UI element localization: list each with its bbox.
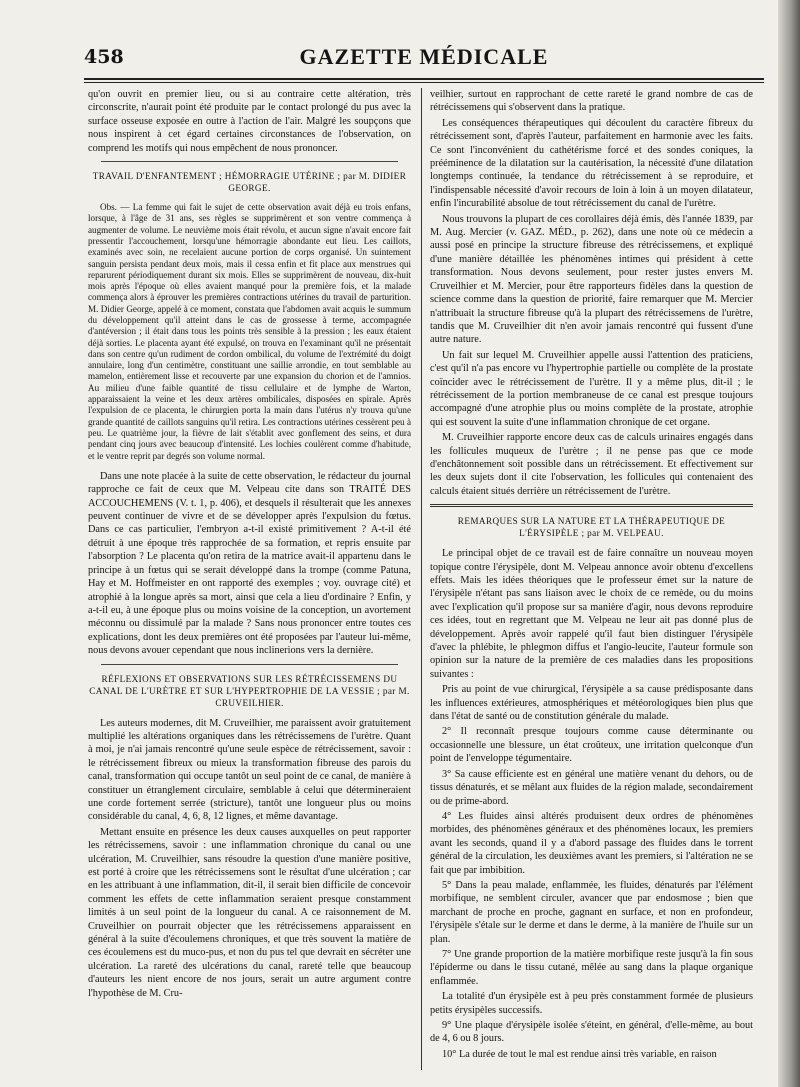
paragraph: 2° Il reconnaît presque toujours comme cause déterminante ou occasionnelle une blessure, un état croûteux, une irritation quelconque d'un point de l'enveloppe tégumentaire. <box>430 726 753 765</box>
page-edge-shadow <box>778 0 800 1087</box>
paragraph: 10° La durée de tout le mal est rendue ainsi très variable, en raison <box>442 1048 717 1060</box>
right-column <box>430 88 753 1078</box>
section-title: RÉFLEXIONS ET OBSERVATIONS SUR LES RÉTRÉCISSEMENS DU CANAL DE L'URÈTRE ET SUR L'HYPERTROPHIE DE LA VESSIE ; par M. CRUVEILHIER. <box>89 673 410 708</box>
running-header <box>84 42 764 72</box>
observation-text: Obs. — La femme qui fait le sujet de cette observation avait déjà eu trois enfans, lorsque, à l'âge de 31 ans, ses règles se supprimèrent et son ventre commença à augmenter de volume. Le neuvième mois était révolu, et aucun signe n'avait encore fait pressentir l'accouchement, lorsqu'une hémorragie abondante eut lieu. Les caillots, examinés avec soin, ne recelaient aucune portion de corps organisé. Un suintement sanguin persista pendant deux mois, mais il cessa enfin et fit place aux menstrues qui reparurent périodiquement durant six mois. Elles se supprimèrent de nouveau, dix-huit mois après l'époque où elles avaient manqué pour la première fois, et la malade commença alors à éprouver les premières contractions utérines du travail de parturition. M. Didier George, appelé à ce moment, constata que l'abdomen avait acquis le summum du développement qu'il atteint dans le cas de grossesse à terme, accompagnée d'antéversion ; il était dans tous les points très sensible à la pression ; les eaux étaient déjà sorties. Le placenta ayant été expulsé, on trouva en l'examinant qu'il ne présentait dans son centre qu'un rudiment de cordon ombilical, du volume de l'extrémité du doigt annulaire, long d'un centimètre, constituant une saillie arrondie, en tout semblable au mamelon, entièrement lisse et recouverte par une expansion du chorion et de l'amnios. Au milieu d'une faible quantité de tissu cellulaire et de lymphe de Warton, apparaissaient la veine et les deux artères ombilicales, disposées en spirale. Après l'expulsion de ce placenta, le chirurgien porta la main dans l'utérus n'y trouva qu'une grande quantité de caillots sanguins qu'il retira. Les contractions utérines cessèrent peu à peu. Le quatrième jour, la fièvre de lait s'établit avec gonflement des seins, et dura pendant cinq jours avec beaucoup d'intensité. Les lochies coulèrent comme d'habitude, et le ventre reprit par degrés son volume normal. <box>88 202 411 461</box>
paragraph: Pris au point de vue chirurgical, l'érysipèle a sa cause prédisposante dans les influences extérieures, atmosphériques et météorologiques bien plus que dans l'état de santé ou de constitution générale du malade. <box>430 684 753 723</box>
paragraph: 9° Une plaque d'érysipèle isolée s'éteint, en général, d'elle-même, au bout de 4, 6 ou 8 jours. <box>430 1020 753 1045</box>
paragraph: veilhier, surtout en rapprochant de cette rareté le grand nombre de cas de rétrécissemens qui s'observent dans la pratique. <box>430 89 753 114</box>
paragraph: M. Cruveilhier rapporte encore deux cas de calculs urinaires engagés dans les follicules muqueux de l'urètre ; il ne pense pas que ce mode d'enchâtonnement soit possible dans un rétrécissement. Et effectivement sur les deux sujets dont il cite l'observation, les follicules qui contenaient des calculs étaient situés derrière un rétrécissement de l'urètre. <box>430 432 753 497</box>
paragraph: 4° Les fluides ainsi altérés produisent deux ordres de phénomènes morbides, des phénomènes généraux et des phénomènes locaux, les premiers avant les seconds, quand il y a d'abord passage des fluides dans le torrent général de la circulation, les deuxièmes avant les premiers, si l'altération ne se fait que par imbibition. <box>430 810 753 876</box>
journal-title: GAZETTE MÉDICALE <box>299 44 549 69</box>
paragraph: Nous trouvons la plupart de ces corollaires déjà émis, dès l'année 1839, par M. Aug. Mercier (v. GAZ. MÉD., p. 262), dans une note où ce médecin a aussi posé en principe la structure fibreuse des rétrécissemens, et expliqué d'une manière détaillée les phénomènes intimes qui président à cette transformation. Nous devons seulement, pour rester justes envers M. Cruveilhier et M. Mercier, pour être rapporteurs fidèles dans la question de science comme dans la question de priorité, faire remarquer que M. Mercier n'attribuait la structure fibreuse qu'à la plupart des rétrécissemens de l'urètre, tandis que M. Cruveilhier dit n'en avoir jamais rencontré qui fussent d'une autre nature. <box>430 213 753 346</box>
paragraph: 5° Dans la peau malade, enflammée, les fluides, dénaturés par l'élément morbifique, ne semblent circuler, avancer que par endosmose ; bien que marchant de proche en proche, gagnant en surface, et non en profondeur, l'érysipèle s'étale sur le derme et dans le derme, à la manière de l'huile sur un plan. <box>430 879 753 945</box>
section-title: REMARQUES SUR LA NATURE ET LA THÉRAPEUTIQUE DE L'ÉRYSIPÈLE ; par M. VELPEAU. <box>457 516 726 539</box>
paragraph: Un fait sur lequel M. Cruveilhier appelle aussi l'attention des praticiens, c'est qu'il n'a pas encore vu l'hypertrophie partielle ou complète de la prostate coïncider avec le rétrécissement de l'urètre. Il y a même plus, dit-il ; le rétrécissement de la portion membraneuse de ce canal est presque toujours accompagné d'une atrophie plus ou moins complète de la prostate, atrophie qui est souvent la suite d'une inflammation chronique de cet organe. <box>430 349 753 428</box>
paragraph: La totalité d'un érysipèle est à peu près constamment formée de plusieurs petits érysipèles successifs. <box>430 991 753 1016</box>
separator <box>430 504 753 507</box>
header-rule <box>84 78 764 83</box>
separator <box>101 161 398 162</box>
paragraph: 3° Sa cause efficiente est en général une matière venant du dehors, ou de tissus dénaturés, et se mêlant aux fluides de la région malade, secondairement ou de prime-abord. <box>430 768 753 807</box>
separator <box>101 664 398 665</box>
left-column <box>88 88 411 1078</box>
paragraph: Les auteurs modernes, dit M. Cruveilhier, me paraissent avoir gratuitement multiplié les altérations organiques dans les rétrécissemens de l'urètre. Quant à moi, je n'ai jamais rencontré qu'une seule espèce de rétrécissement, savoir : le rétrécissement fibreux ou mieux la transformation fibreuse des parois du canal, transformation qui occupe tantôt un seul point de ce canal, de manière à constituer un étranglement circulaire, semblable à celui que détermineraient une corde fortement serrée (stricture), tantôt une longueur plus ou moins considérable du canal, 4, 6, 8, 12 lignes, et même davantage. <box>88 717 411 823</box>
column-divider <box>421 88 422 1070</box>
paragraph: Les conséquences thérapeutiques qui découlent du caractère fibreux du rétrécissement sont, d'après l'auteur, parfaitement en harmonie avec les faits. Ce sont l'inconvénient du cathétérisme forcé et des sondes coniques, la prééminence de la dilatation sur la cautérisation, la nécessité d'une dilatation longtemps continuée, la tendance du rétrécissement à se reproduire, et l'indispensable nécessité d'avoir recours de loin à loin à un moyen dilatateur, enfin l'incurabilité absolue de tout rétrécissement du canal de l'urètre. <box>430 117 753 210</box>
paragraph: qu'on ouvrit en premier lieu, ou si au contraire cette altération, très circonscrite, n'aurait point été produite par le contact prolongé du pus avec la surface osseuse exposée en outre à l'action de l'air. Malgré les soupçons que nous inspirent à cet égard certaines circonstances de l'observation, on comprend les motifs qui nous empêchent de nous prononcer. <box>88 89 411 154</box>
paragraph: Dans une note placée à la suite de cette observation, le rédacteur du journal rapproche ce fait de ceux que M. Velpeau cite dans son TRAITÉ DES ACCOUCHEMENS (V. t. 1, p. 406), et desquels il résulterait que les annexes peuvent continuer de vivre et de se développer après l'expulsion du fœtus. Dans ce cas particulier, l'embryon a-t-il existé primitivement ? A-t-il été détruit à une époque très rapprochée de sa formation, et repris ensuite par l'absorption ? Le placenta qu'on retira de la matrice avait-il appartenu dans le principe à un fœtus qui se serait développé dans la trompe (comme Patuna, Hay et M. Hoffmeister en ont rapporté des exemples ; voy. ouvrage cité) et atrophié à la longue après sa mort, ainsi que cela a lieu d'ordinaire ? Enfin, y a-t-il eu, à une époque plus ou moins voisine de la conception, un avortement méconnu ou dissimulé par la malade ? Sans nous prononcer entre toutes ces explications, dont les deux premières ont été proposées par l'auteur lui-même, nous devons avouer cependant que nous inclinerions vers la dernière. <box>88 470 411 657</box>
section-title: TRAVAIL D'ENFANTEMENT ; HÉMORRAGIE UTÉRINE ; par M. DIDIER GEORGE. <box>92 171 407 194</box>
paragraph: 7° Une grande proportion de la matière morbifique reste jusqu'à la fin sous l'épiderme ou dans le tissu cutané, mêlée au sang dans la plaque organique enflammée. <box>430 948 753 987</box>
paragraph: Le principal objet de ce travail est de faire connaître un nouveau moyen topique contre l'érysipèle, dont M. Velpeau annonce avoir obtenu d'excellens effets. Mais les idées théoriques que le professeur émet sur la nature de l'érysipèle n'étant pas sans liaison avec le choix de ce remède, ou du moins avec l'explication qu'il propose sur sa manière d'agir, nous devons reproduire ces idées, tout en regrettant que M. Velpeau ne leur ait pas donné plus de développement. Après avoir rappelé qu'il faut bien distinguer l'érysipèle d'avec la phlébite, le phlegmon diffus et l'angio-leucite, l'auteur formule son opinion sur la nature de la première de ces maladies dans les propositions suivantes : <box>430 548 753 680</box>
page-number: 458 <box>84 46 124 68</box>
paragraph: Mettant ensuite en présence les deux causes auxquelles on peut rapporter les rétrécissemens, savoir : une inflammation chronique du canal ou une ulcération, M. Cruveilhier, sans résoudre la question d'une manière positive, est porté à croire que les rétrécissemens sont le résultat d'une ulcération ; car en les attribuant à une inflammation, dit-il, il serait bien difficile de concevoir comment les effets de cette inflammation seraient presque constamment limités à un seul point de la longueur du canal. A ce raisonnement de M. Cruveilhier on pourrait objecter que les rétrécissemens apparaissent en général à la suite d'écoulemens chroniques, et que très souvent la matière de ces écoulemens est du muco-pus, et non du pus tel que devrait en sécréter une ulcération. La rareté des ulcérations du canal, rareté telle que beaucoup d'auteurs les nient encore de nos jours, serait un autre argument contre l'hypothèse de M. Cru- <box>88 826 411 999</box>
